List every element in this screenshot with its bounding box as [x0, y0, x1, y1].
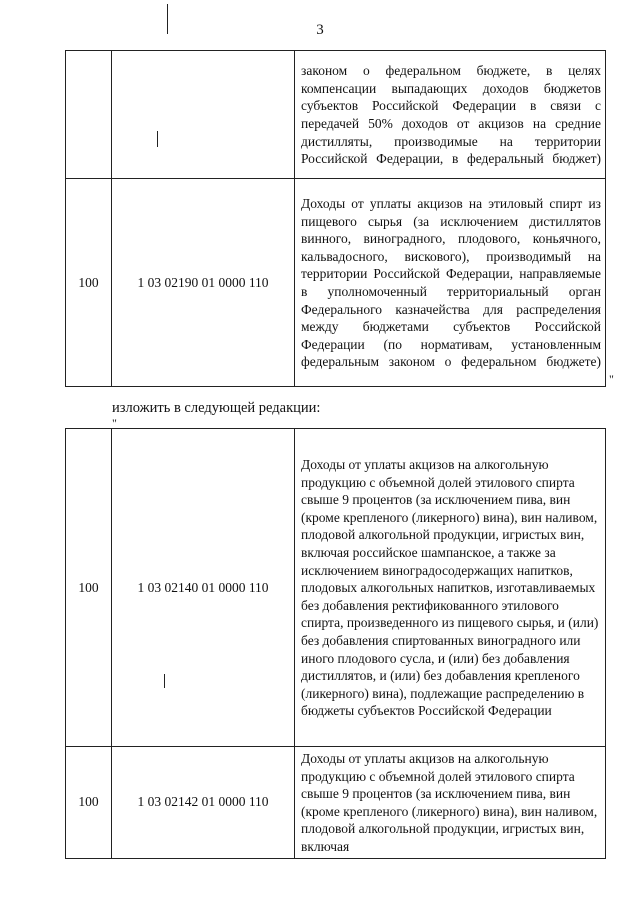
- income-description-cell: законом о федеральном бюджете, в целях компенсации выпадающих доходов бюджетов субъектов Российской Федерации в связи с передачей 50% доходов от акцизов на средние дистилляты, производимые на территории Российской Федерации, в федеральный бюджет): [295, 51, 606, 179]
- admin-code-cell: 100: [66, 429, 112, 747]
- scan-artifact-line: [164, 674, 165, 688]
- budget-classification-code-cell: 1 03 02142 01 0000 110: [112, 747, 295, 859]
- income-description-cell: Доходы от уплаты акцизов на алкогольную продукцию с объемной долей этилового спирта свыше 9 процентов (за исключением пива, вин (кроме крепленого (ликерного) вина), вин наливом, плодовой алкогольной продукции, игристых вин, включая: [295, 747, 606, 859]
- closing-quote: ": [609, 372, 614, 386]
- budget-classification-code-cell: 1 03 02190 01 0000 110: [112, 179, 295, 387]
- page-number: 3: [316, 22, 324, 38]
- amendment-instruction: изложить в следующей редакции:: [112, 400, 321, 416]
- budget-classification-code-cell: [112, 51, 295, 179]
- scan-artifact-line: [157, 131, 158, 147]
- budget-classification-code-cell: 1 03 02140 01 0000 110: [112, 429, 295, 747]
- income-description-cell: Доходы от уплаты акцизов на этиловый спирт из пищевого сырья (за исключением дистиллятов винного, виноградного, плодового, коньячного, кальвадосного, вискового), производимый на территории Российской Федерации, направляемые в уполномоченный территориальный орган Федерального казначейства для распределения между бюджетами субъектов Российской Федерации (по нормативам, установленным федеральным законом о федеральном бюджете): [295, 179, 606, 387]
- admin-code-cell: [66, 51, 112, 179]
- income-codes-table-new: [65, 428, 606, 859]
- table-row: [66, 747, 606, 859]
- table-row: [66, 51, 606, 179]
- table-row: [66, 179, 606, 387]
- income-codes-table-old: [65, 50, 606, 387]
- opening-quote: ": [112, 416, 117, 430]
- income-description-cell: Доходы от уплаты акцизов на алкогольную продукцию с объемной долей этилового спирта свыше 9 процентов (за исключением пива, вин (кроме крепленого (ликерного) вина), вин наливом, плодовой алкогольной продукции, игристых вин, включая российское шампанское, а также за исключением виноградосодержащих напитков, плодовых алкогольных напитков, изготавливаемых без добавления ректификованного этилового спирта, произведенного из пищевого сырья, и (или) без добавления спиртованных виноградного или иного плодового сусла, и (или) без добавления дистиллятов, и (или) без добавления крепленого (ликерного) вина), подлежащие распределению в бюджеты субъектов Российской Федерации: [295, 429, 606, 747]
- admin-code-cell: 100: [66, 747, 112, 859]
- table-row: [66, 429, 606, 747]
- admin-code-cell: 100: [66, 179, 112, 387]
